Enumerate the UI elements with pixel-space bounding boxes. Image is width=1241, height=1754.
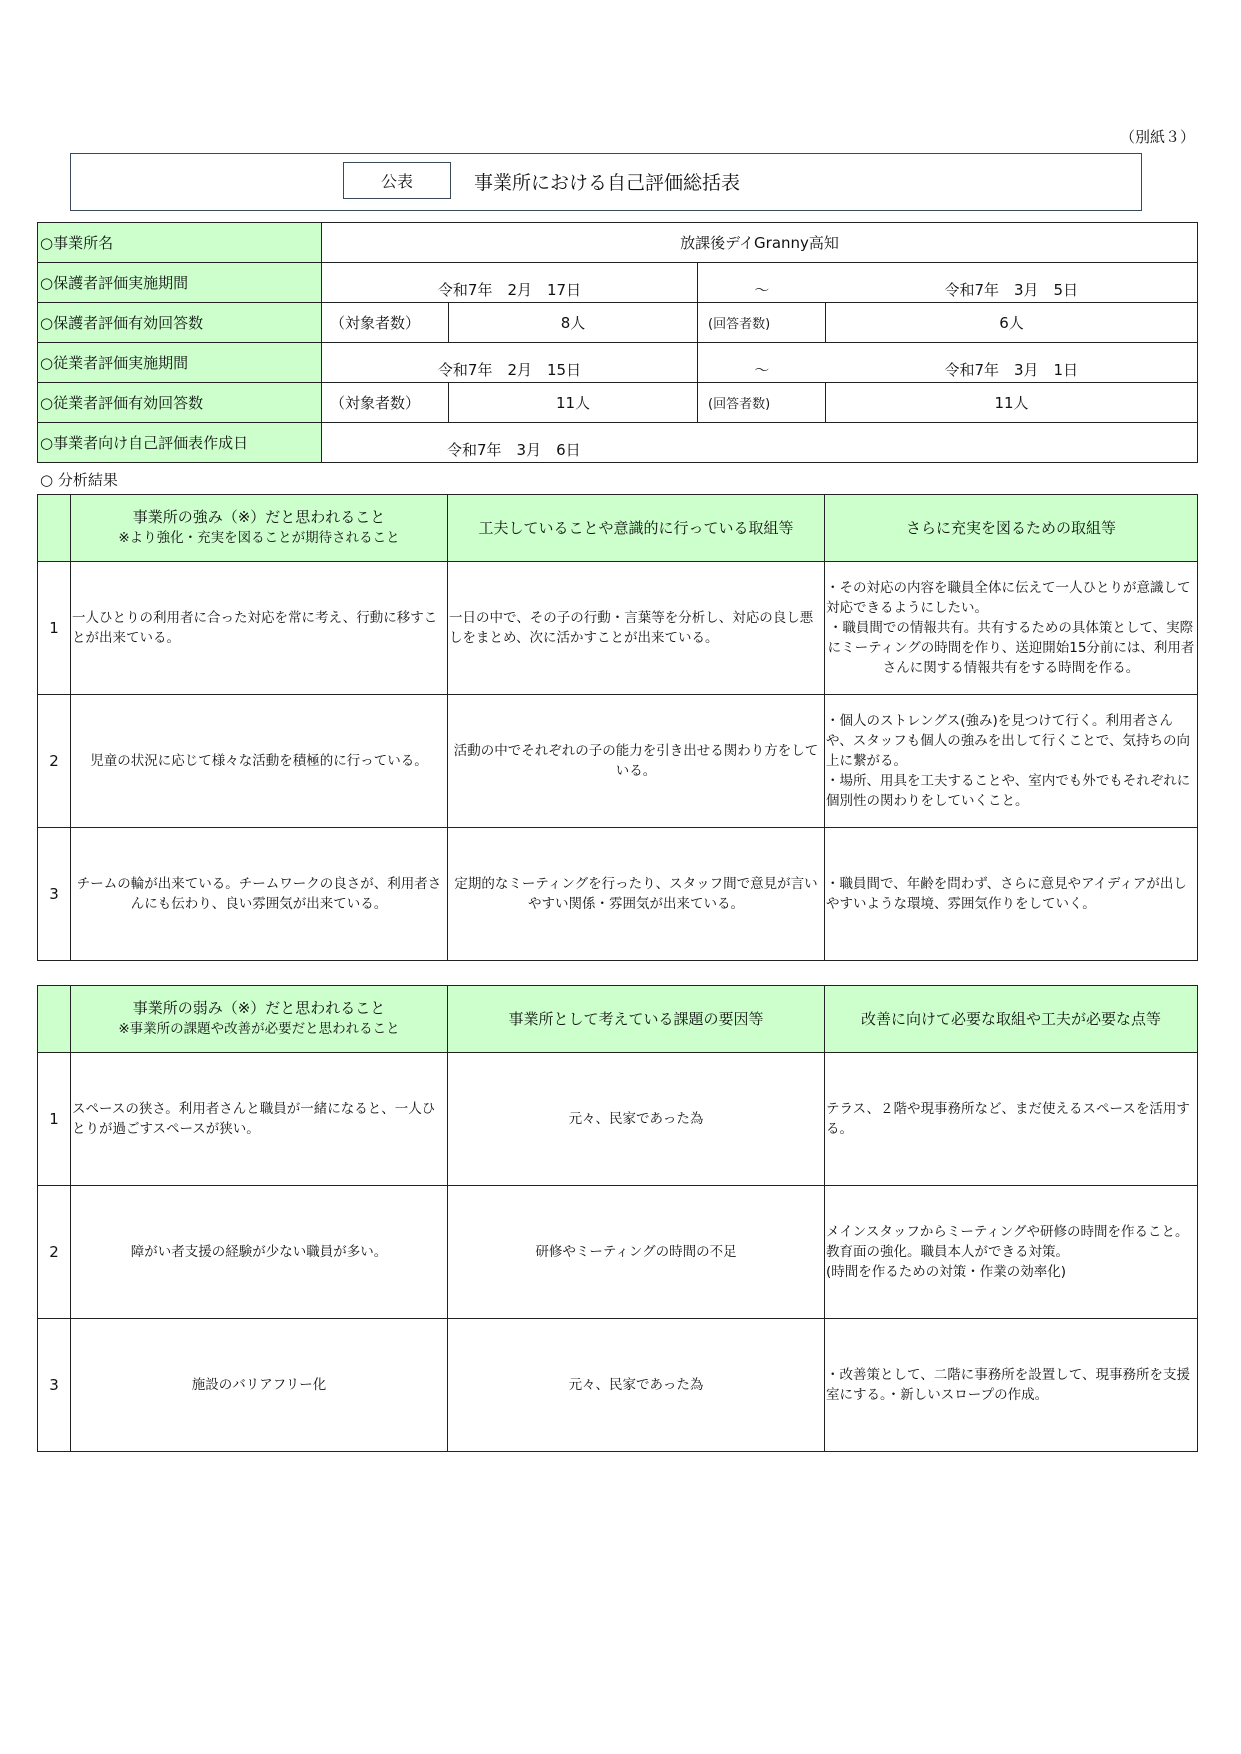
strength-improvement bbox=[825, 695, 1198, 828]
office-info-table bbox=[37, 222, 1198, 463]
guardian-target-value: 8人 bbox=[449, 303, 698, 343]
appendix-label: （別紙３） bbox=[1120, 128, 1196, 146]
strengths-header-title: 事業所の強み（※）だと思われること bbox=[132, 508, 386, 526]
weakness-item: 施設のバリアフリー化 bbox=[71, 1319, 448, 1452]
staff-target-label: （対象者数） bbox=[322, 383, 449, 423]
row-number: 1 bbox=[38, 562, 71, 695]
weaknesses-table bbox=[37, 985, 1198, 1452]
row-number: 2 bbox=[38, 695, 71, 828]
row-number: 3 bbox=[38, 828, 71, 961]
staff-responses-label: ○従業者評価有効回答数 bbox=[38, 383, 322, 423]
weaknesses-header-col1 bbox=[71, 986, 448, 1053]
created-date-label: ○事業者向け自己評価表作成日 bbox=[38, 423, 322, 463]
guardian-period-start: 令和7年 2月 17日 bbox=[322, 263, 698, 303]
staff-target-value: 11人 bbox=[449, 383, 698, 423]
weakness-cause: 研修やミーティングの時間の不足 bbox=[448, 1186, 825, 1319]
strength-improvement bbox=[825, 562, 1198, 695]
guardian-period-tilde: ～ bbox=[698, 263, 826, 303]
publication-badge: 公表 bbox=[343, 162, 451, 199]
strength-item: 一人ひとりの利用者に合った対応を常に考え、行動に移すことが出来ている。 bbox=[71, 562, 448, 695]
staff-period-label: ○従業者評価実施期間 bbox=[38, 343, 322, 383]
header-corner bbox=[38, 495, 71, 562]
created-date-value: 令和7年 3月 6日 bbox=[322, 423, 1198, 463]
guardian-respondent-value: 6人 bbox=[826, 303, 1198, 343]
strength-effort: 定期的なミーティングを行ったり、スタッフ間で意見が言いやすい関係・雰囲気が出来ている。 bbox=[448, 828, 825, 961]
staff-period-start: 令和7年 2月 15日 bbox=[322, 343, 698, 383]
strength-effort: 活動の中でそれぞれの子の能力を引き出せる関わり方をしている。 bbox=[448, 695, 825, 828]
strengths-header-note: ※より強化・充実を図ることが期待されること bbox=[118, 530, 400, 546]
weakness-improvement-line: 教育面の強化。職員本人ができる対策。 bbox=[826, 1244, 1069, 1260]
weakness-improvement-line: ・改善策として、二階に事務所を設置して、現事務所を支援室にする。・新しいスロープの作成。 bbox=[826, 1367, 1190, 1403]
guardian-responses-label: ○保護者評価有効回答数 bbox=[38, 303, 322, 343]
staff-period-end: 令和7年 3月 1日 bbox=[826, 343, 1198, 383]
staff-respondent-label: (回答者数) bbox=[698, 383, 826, 423]
weakness-improvement bbox=[825, 1186, 1198, 1319]
strength-effort: 一日の中で、その子の行動・言葉等を分析し、対応の良し悪しをまとめ、次に活かすことが出来ている。 bbox=[448, 562, 825, 695]
analysis-heading: ○ 分析結果 bbox=[40, 471, 118, 489]
weaknesses-header-title: 事業所の弱み（※）だと思われること bbox=[132, 999, 386, 1017]
weakness-item: 障がい者支援の経験が少ない職員が多い。 bbox=[71, 1186, 448, 1319]
weaknesses-header-col3: 改善に向けて必要な取組や工夫が必要な点等 bbox=[825, 986, 1198, 1053]
page-title: 事業所における自己評価総括表 bbox=[474, 172, 741, 194]
strength-item: 児童の状況に応じて様々な活動を積極的に行っている。 bbox=[71, 695, 448, 828]
weakness-cause: 元々、民家であった為 bbox=[448, 1053, 825, 1186]
weakness-improvement bbox=[825, 1053, 1198, 1186]
guardian-period-end: 令和7年 3月 5日 bbox=[826, 263, 1198, 303]
strength-improvement bbox=[825, 828, 1198, 961]
strength-item: チームの輪が出来ている。チームワークの良さが、利用者さんにも伝わり、良い雰囲気が出来ている。 bbox=[71, 828, 448, 961]
weakness-cause: 元々、民家であった為 bbox=[448, 1319, 825, 1452]
strengths-header-col2: 工夫していることや意識的に行っている取組等 bbox=[448, 495, 825, 562]
strengths-header-col1 bbox=[71, 495, 448, 562]
office-name-label: ○事業所名 bbox=[38, 223, 322, 263]
strength-improvement-line: ・場所、用具を工夫することや、室内でも外でもそれぞれに個別性の関わりをしていくこと。 bbox=[826, 773, 1191, 809]
row-number: 3 bbox=[38, 1319, 71, 1452]
weakness-improvement bbox=[825, 1319, 1198, 1452]
guardian-target-label: （対象者数） bbox=[322, 303, 449, 343]
office-name-value: 放課後デイGranny高知 bbox=[322, 223, 1198, 263]
row-number: 2 bbox=[38, 1186, 71, 1319]
row-number: 1 bbox=[38, 1053, 71, 1186]
header-corner bbox=[38, 986, 71, 1053]
weakness-improvement-line: メインスタッフからミーティングや研修の時間を作ること。 bbox=[826, 1224, 1189, 1240]
strength-improvement-line: ・その対応の内容を職員全体に伝えて一人ひとりが意識して対応できるようにしたい。 bbox=[826, 580, 1191, 616]
weaknesses-header-col2: 事業所として考えている課題の要因等 bbox=[448, 986, 825, 1053]
strength-improvement-line: ・職員間で、年齢を問わず、さらに意見やアイディアが出しやすいような環境、雰囲気作りをしていく。 bbox=[826, 876, 1187, 912]
strengths-table bbox=[37, 494, 1198, 961]
strength-improvement-line: ・個人のストレングス(強み)を見つけて行く。利用者さんや、スタッフも個人の強みを出して行くことで、気持ちの向上に繋がる。 bbox=[826, 713, 1190, 769]
weakness-improvement-line: (時間を作るための対策・作業の効率化) bbox=[826, 1264, 1067, 1280]
strengths-header-col3: さらに充実を図るための取組等 bbox=[825, 495, 1198, 562]
weakness-improvement-line: テラス、２階や現事務所など、まだ使えるスペースを活用する。 bbox=[826, 1101, 1190, 1137]
staff-respondent-value: 11人 bbox=[826, 383, 1198, 423]
staff-period-tilde: ～ bbox=[698, 343, 826, 383]
guardian-respondent-label: (回答者数) bbox=[698, 303, 826, 343]
weaknesses-header-note: ※事業所の課題や改善が必要だと思われること bbox=[118, 1021, 400, 1037]
weakness-item: スペースの狭さ。利用者さんと職員が一緒になると、一人ひとりが過ごすスペースが狭い。 bbox=[71, 1053, 448, 1186]
guardian-period-label: ○保護者評価実施期間 bbox=[38, 263, 322, 303]
strength-improvement-line: ・職員間での情報共有。共有するための具体策として、実際にミーティングの時間を作り、送迎開始15分前には、利用者さんに関する情報共有をする時間を作る。 bbox=[827, 620, 1195, 676]
